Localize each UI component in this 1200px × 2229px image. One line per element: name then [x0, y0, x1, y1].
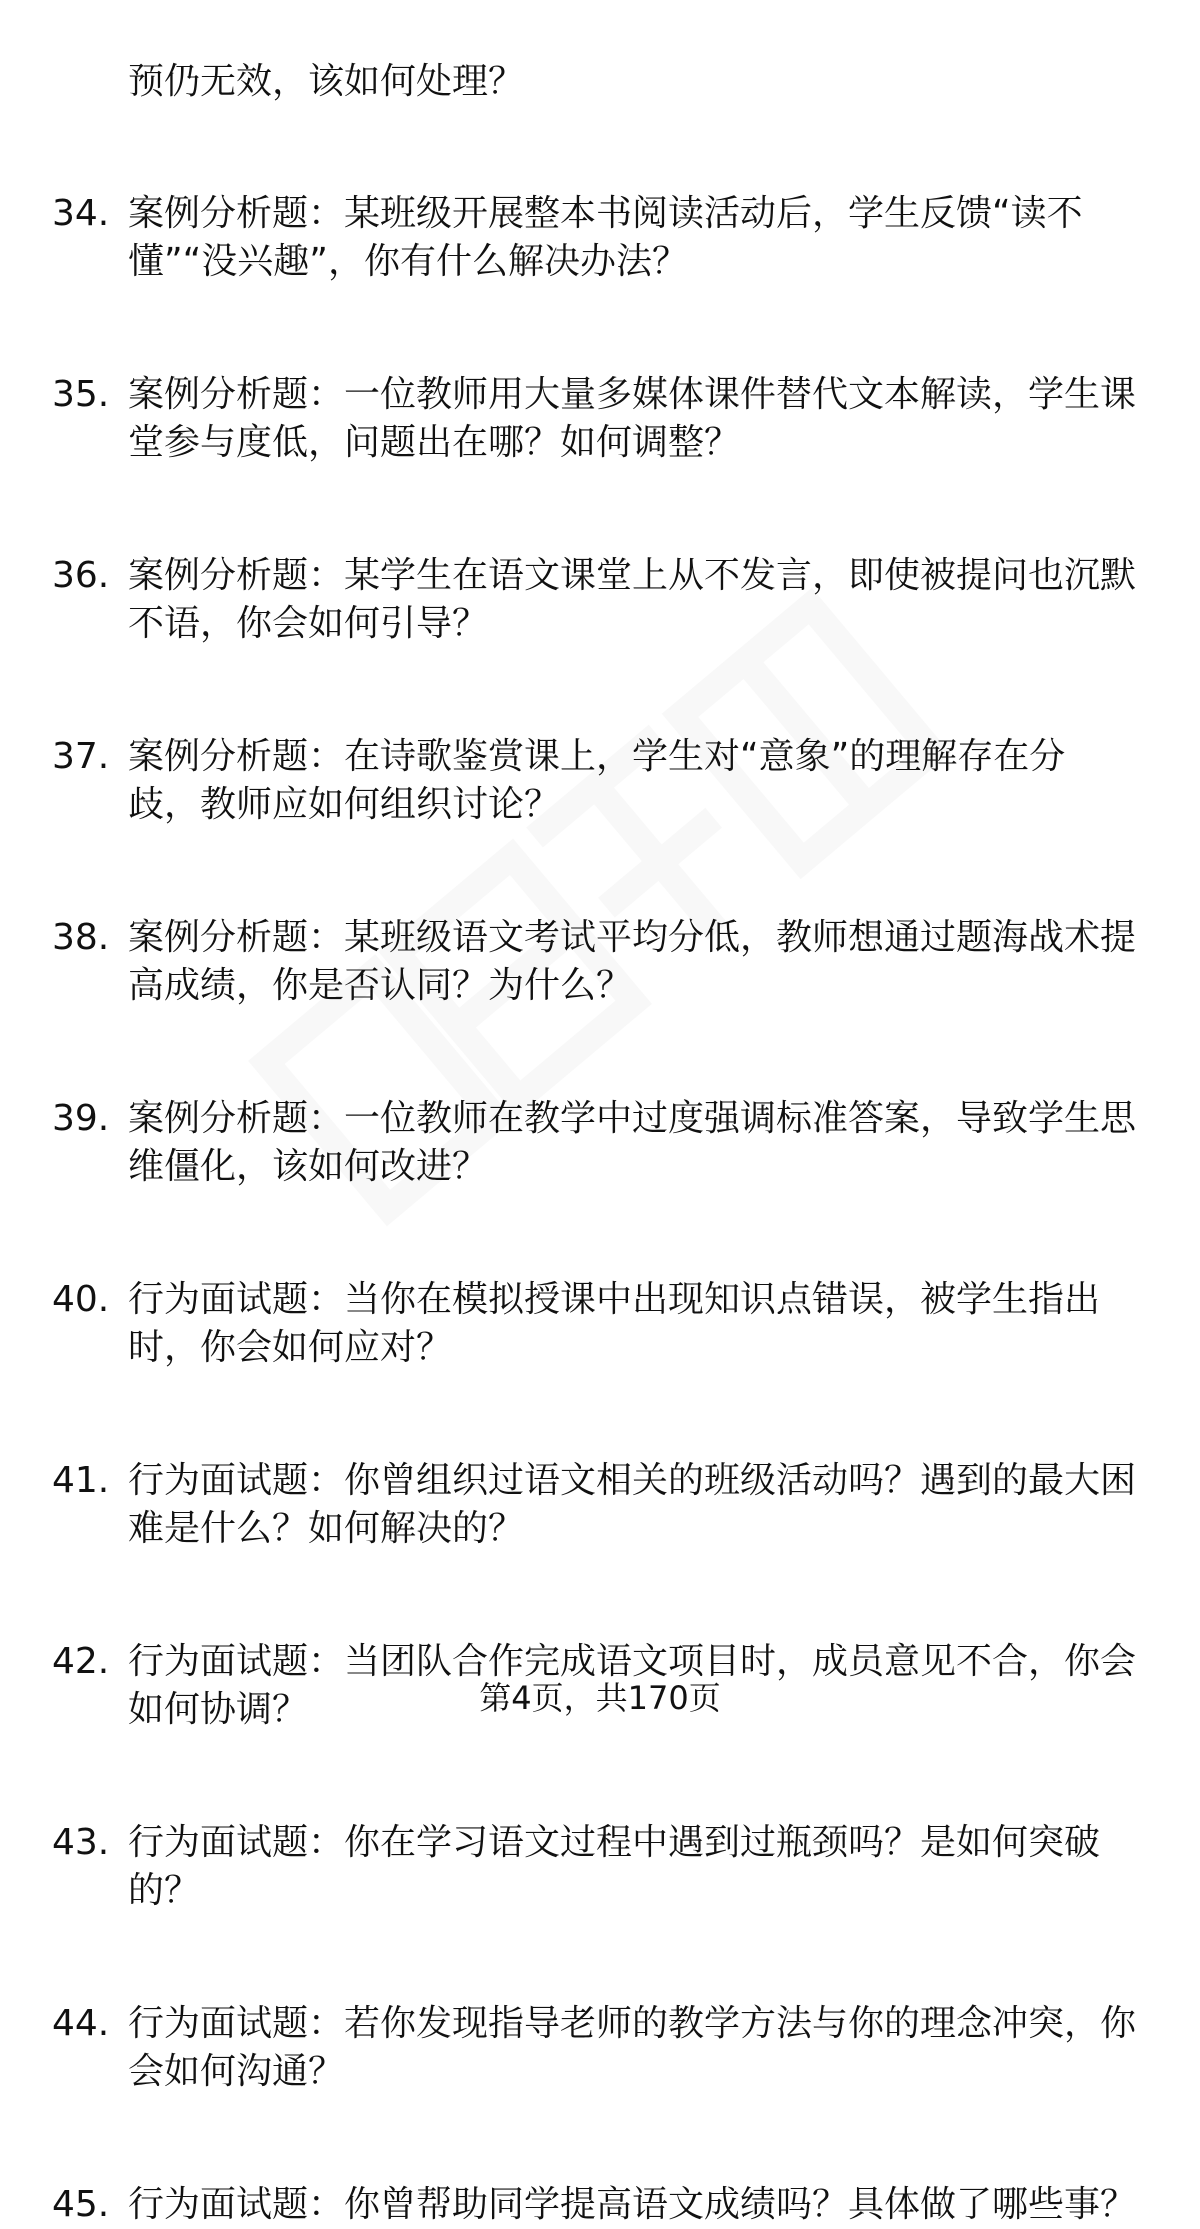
question-item-44 [0, 2000, 1200, 2096]
question-number: 35. [52, 374, 110, 415]
question-item-38 [0, 914, 1200, 1010]
question-number: 44. [52, 2003, 110, 2044]
question-line: 行为面试题：当团队合作完成语文项目时，成员意见不合，你会 [128, 1641, 1137, 1682]
question-text [128, 1457, 1148, 1553]
question-line: 行为面试题：你曾组织过语文相关的班级活动吗？遇到的最大困 [128, 1460, 1137, 1501]
question-line: 时，你会如何应对？ [128, 1327, 453, 1368]
question-number: 36. [52, 555, 110, 596]
question-line: 维僵化，该如何改进？ [128, 1146, 489, 1187]
question-line: 行为面试题：当你在模拟授课中出现知识点错误，被学生指出 [128, 1279, 1101, 1320]
question-item-34 [0, 190, 1200, 286]
question-line: 难是什么？如何解决的？ [128, 1508, 525, 1549]
question-text [128, 1095, 1148, 1191]
question-line: 案例分析题：一位教师用大量多媒体课件替代文本解读，学生课 [128, 374, 1137, 415]
question-line: 会如何沟通？ [128, 2051, 345, 2092]
question-line: 案例分析题：某班级语文考试平均分低，教师想通过题海战术提 [128, 917, 1137, 958]
question-number: 42. [52, 1641, 110, 1682]
question-line: 的？ [128, 1870, 201, 1911]
question-number: 38. [52, 917, 110, 958]
question-line: 如何协调？ [128, 1689, 309, 1730]
question-number: 39. [52, 1098, 110, 1139]
question-line: 案例分析题：某学生在语文课堂上从不发言，即使被提问也沉默 [128, 555, 1137, 596]
question-line: 案例分析题：某班级开展整本书阅读活动后，学生反馈“读不 [128, 193, 1083, 234]
question-text [128, 2181, 1148, 2229]
question-line: 行为面试题：你在学习语文过程中遇到过瓶颈吗？是如何突破 [128, 1822, 1101, 1863]
question-line: 不语，你会如何引导？ [128, 603, 489, 644]
page-number-footer: 第4页，共170页 [479, 1679, 721, 1717]
question-line: 歧，教师应如何组织讨论？ [128, 784, 561, 825]
question-item-39 [0, 1095, 1200, 1191]
question-line: 案例分析题：在诗歌鉴赏课上，学生对“意象”的理解存在分 [128, 736, 1066, 777]
question-line: 行为面试题：你曾帮助同学提高语文成绩吗？具体做了哪些事？ [128, 2184, 1137, 2225]
question-text [128, 552, 1148, 648]
question-text [128, 914, 1148, 1010]
question-item-43 [0, 1819, 1200, 1915]
question-number: 37. [52, 736, 110, 777]
question-item-45 [0, 2181, 1200, 2229]
question-number: 34. [52, 193, 110, 234]
question-item-40 [0, 1276, 1200, 1372]
question-number: 43. [52, 1822, 110, 1863]
question-number: 41. [52, 1460, 110, 1501]
question-list [0, 58, 1200, 2229]
question-item-37 [0, 733, 1200, 829]
question-line: 高成绩，你是否认同？为什么？ [128, 965, 633, 1006]
question-line: 堂参与度低，问题出在哪？如何调整？ [128, 422, 741, 463]
question-text [128, 1276, 1148, 1372]
question-text [128, 733, 1148, 829]
question-text [128, 190, 1148, 286]
question-text [128, 1819, 1148, 1915]
question-item-41 [0, 1457, 1200, 1553]
question-text [128, 371, 1148, 467]
question-item-35 [0, 371, 1200, 467]
question-line: 案例分析题：一位教师在教学中过度强调标准答案，导致学生思 [128, 1098, 1137, 1139]
question-text [128, 2000, 1148, 2096]
question-number: 40. [52, 1279, 110, 1320]
question-number: 45. [52, 2184, 110, 2225]
question-line: 懂”“没兴趣”，你有什么解决办法？ [128, 241, 688, 282]
question-line: 行为面试题：若你发现指导老师的教学方法与你的理念冲突，你 [128, 2003, 1137, 2044]
question-item-36 [0, 552, 1200, 648]
continued-question-text: 预仍无效，该如何处理？ [128, 61, 525, 102]
